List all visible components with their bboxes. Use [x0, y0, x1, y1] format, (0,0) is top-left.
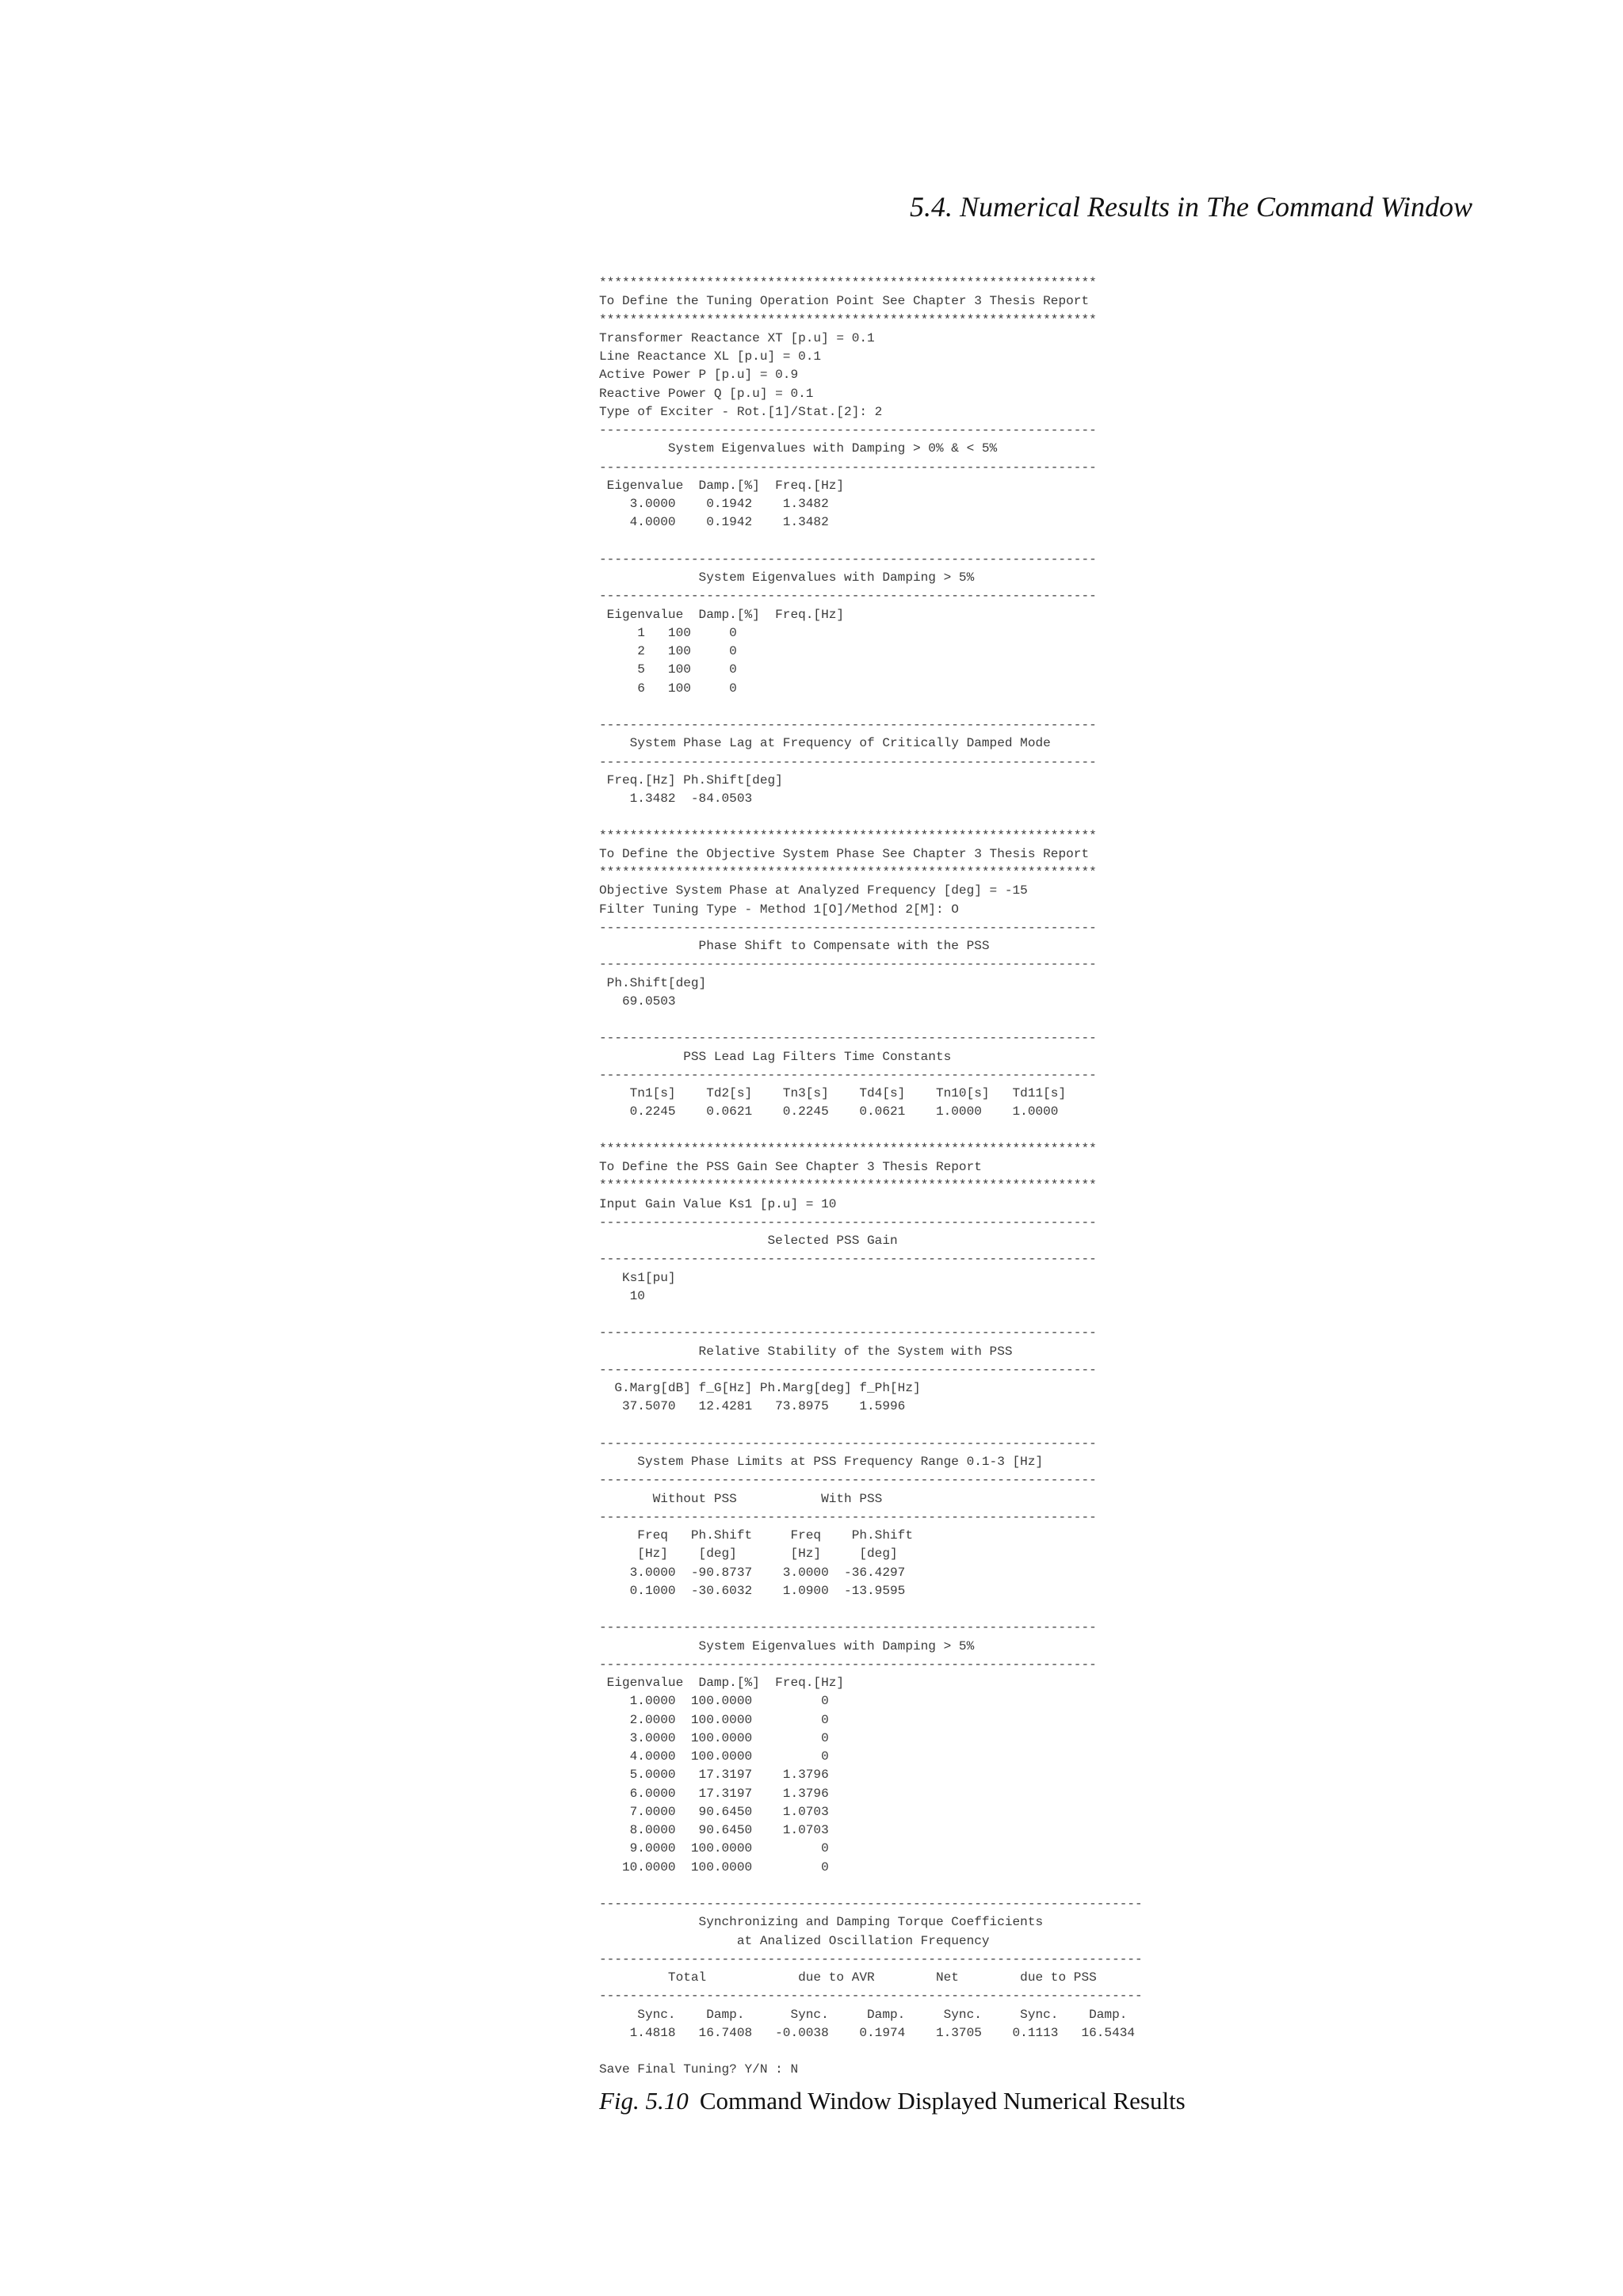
console-line: 3.0000 0.1942 1.3482	[599, 497, 829, 511]
console-line: at Analized Oscillation Frequency	[599, 1933, 990, 1948]
console-line: Save Final Tuning? Y/N : N	[599, 2062, 799, 2077]
console-line: Eigenvalue Damp.[%] Freq.[Hz]	[599, 1676, 845, 1690]
console-line: Type of Exciter - Rot.[1]/Stat.[2]: 2	[599, 404, 883, 419]
console-line: 7.0000 90.6450 1.0703	[599, 1804, 829, 1819]
console-line: [Hz] [deg] [Hz] [deg]	[599, 1547, 898, 1562]
console-line	[599, 532, 1171, 551]
console-line	[599, 1122, 1171, 1140]
console-line: 69.0503	[599, 994, 676, 1009]
console-line: *****************************************************************	[599, 828, 1097, 843]
console-line: System Phase Lag at Frequency of Critically Damped Mode	[599, 736, 1051, 751]
console-line: Input Gain Value Ks1 [p.u] = 10	[599, 1196, 837, 1211]
console-line: 10	[599, 1288, 645, 1303]
console-line: -----------------------------------------------------------------	[599, 460, 1097, 475]
console-line: -----------------------------------------------------------------	[599, 1215, 1097, 1230]
console-line: Without PSS With PSS	[599, 1491, 883, 1506]
figure-label: Fig. 5.10	[599, 2087, 689, 2115]
console-line: 9.0000 100.0000 0	[599, 1841, 829, 1856]
console-line: Phase Shift to Compensate with the PSS	[599, 939, 990, 953]
console-line: Total due to AVR Net due to PSS	[599, 1970, 1097, 1985]
console-line: -----------------------------------------------------------------	[599, 718, 1097, 732]
figure-caption-text: Command Window Displayed Numerical Results	[699, 2087, 1186, 2115]
console-line: 6 100 0	[599, 681, 737, 696]
console-line: Tn1[s] Td2[s] Tn3[s] Td4[s] Tn10[s] Td11[s]	[599, 1086, 1067, 1100]
console-line: 2 100 0	[599, 644, 737, 658]
console-line: Ks1[pu]	[599, 1270, 676, 1285]
console-line: System Eigenvalues with Damping > 5%	[599, 570, 975, 585]
console-line: G.Marg[dB] f_G[Hz] Ph.Marg[deg] f_Ph[Hz]	[599, 1381, 921, 1395]
console-line: 3.0000 -90.8737 3.0000 -36.4297	[599, 1565, 906, 1580]
console-line: 10.0000 100.0000 0	[599, 1859, 829, 1875]
console-line: -----------------------------------------------------------------	[599, 754, 1097, 769]
console-line: 1.0000 100.0000 0	[599, 1694, 829, 1709]
console-line: 6.0000 17.3197 1.3796	[599, 1786, 829, 1801]
console-line: Freq.[Hz] Ph.Shift[deg]	[599, 772, 783, 788]
console-line: To Define the PSS Gain See Chapter 3 Thesis Report	[599, 1160, 982, 1174]
console-line	[599, 1417, 1171, 1435]
console-line: -----------------------------------------------------------------	[599, 1473, 1097, 1488]
console-line: -----------------------------------------------------------------	[599, 1252, 1097, 1267]
console-line: Relative Stability of the System with PSS	[599, 1344, 1013, 1359]
console-line: Active Power P [p.u] = 0.9	[599, 368, 799, 383]
console-line	[599, 2042, 1171, 2061]
console-line: 5 100 0	[599, 662, 737, 677]
console-line: Filter Tuning Type - Method 1[O]/Method 2[M]: O	[599, 902, 959, 917]
console-line: -----------------------------------------------------------------------	[599, 1897, 1143, 1911]
console-line: *****************************************************************	[599, 865, 1097, 879]
console-line: PSS Lead Lag Filters Time Constants	[599, 1049, 952, 1064]
console-line: 2.0000 100.0000 0	[599, 1712, 829, 1727]
console-line: 3.0000 100.0000 0	[599, 1730, 829, 1745]
console-line: 8.0000 90.6450 1.0703	[599, 1823, 829, 1837]
console-line: To Define the Tuning Operation Point See Chapter 3 Thesis Report	[599, 294, 1090, 309]
console-line: Ph.Shift[deg]	[599, 975, 707, 990]
console-line: -----------------------------------------------------------------	[599, 1657, 1097, 1672]
console-line	[599, 808, 1171, 826]
console-line: *****************************************************************	[599, 276, 1097, 290]
console-line	[599, 1306, 1171, 1324]
console-line: Freq Ph.Shift Freq Ph.Shift	[599, 1528, 913, 1543]
console-line: -----------------------------------------------------------------	[599, 1620, 1097, 1635]
console-line: To Define the Objective System Phase See Chapter 3 Thesis Report	[599, 846, 1090, 861]
console-line: Transformer Reactance XT [p.u] = 0.1	[599, 330, 875, 345]
command-window-output	[599, 274, 1171, 2080]
running-header: 5.4. Numerical Results in The Command Window	[910, 191, 1472, 223]
console-line: Objective System Phase at Analyzed Frequency [deg] = -15	[599, 883, 1028, 898]
console-line	[599, 698, 1171, 716]
console-line: Line Reactance XL [p.u] = 0.1	[599, 349, 822, 364]
console-line: -----------------------------------------------------------------	[599, 920, 1097, 935]
console-line: Sync. Damp. Sync. Damp. Sync. Sync. Damp.	[599, 2007, 1128, 2022]
console-line: -----------------------------------------------------------------	[599, 589, 1097, 604]
console-line: -----------------------------------------------------------------	[599, 1031, 1097, 1046]
console-line: -----------------------------------------------------------------	[599, 1325, 1097, 1341]
console-line: 4.0000 0.1942 1.3482	[599, 515, 829, 530]
console-line: -----------------------------------------------------------------------	[599, 1989, 1143, 2004]
console-line: -----------------------------------------------------------------	[599, 1067, 1097, 1082]
console-line: *****************************************************************	[599, 1141, 1097, 1156]
console-line: -----------------------------------------------------------------	[599, 957, 1097, 972]
console-line: 1.3482 -84.0503	[599, 791, 753, 806]
figure-caption	[599, 2087, 1186, 2115]
console-line: Selected PSS Gain	[599, 1234, 898, 1248]
console-line: *****************************************************************	[599, 1178, 1097, 1193]
console-line	[599, 1877, 1171, 1895]
console-line: 1.4818 16.7408 -0.0038 0.1974 1.3705 0.1113 16.5434	[599, 2025, 1136, 2040]
console-line: -----------------------------------------------------------------	[599, 423, 1097, 437]
console-line: *****************************************************************	[599, 312, 1097, 327]
console-line: System Eigenvalues with Damping > 0% & < 5%	[599, 441, 998, 456]
console-line: System Eigenvalues with Damping > 5%	[599, 1638, 975, 1653]
console-line: Reactive Power Q [p.u] = 0.1	[599, 386, 814, 401]
console-line: 0.1000 -30.6032 1.0900 -13.9595	[599, 1583, 906, 1598]
console-line: System Phase Limits at PSS Frequency Range 0.1-3 [Hz]	[599, 1455, 1044, 1469]
console-line: Eigenvalue Damp.[%] Freq.[Hz]	[599, 607, 845, 622]
console-line: 0.2245 0.0621 0.2245 0.0621 1.0000 1.0000	[599, 1104, 1059, 1119]
console-line: -----------------------------------------------------------------	[599, 1362, 1097, 1377]
console-line: 37.5070 12.4281 73.8975 1.5996	[599, 1399, 906, 1414]
console-line	[599, 1011, 1171, 1029]
console-line	[599, 1600, 1171, 1619]
console-line: -----------------------------------------------------------------	[599, 551, 1097, 566]
console-line: 5.0000 17.3197 1.3796	[599, 1768, 829, 1783]
console-line: Eigenvalue Damp.[%] Freq.[Hz]	[599, 478, 845, 493]
console-line: 4.0000 100.0000 0	[599, 1749, 829, 1764]
console-line: Synchronizing and Damping Torque Coefficients	[599, 1915, 1044, 1930]
console-line: 1 100 0	[599, 625, 737, 640]
console-line: -----------------------------------------------------------------	[599, 1509, 1097, 1524]
console-line: -----------------------------------------------------------------	[599, 1436, 1097, 1451]
console-line: -----------------------------------------------------------------------	[599, 1951, 1143, 1966]
